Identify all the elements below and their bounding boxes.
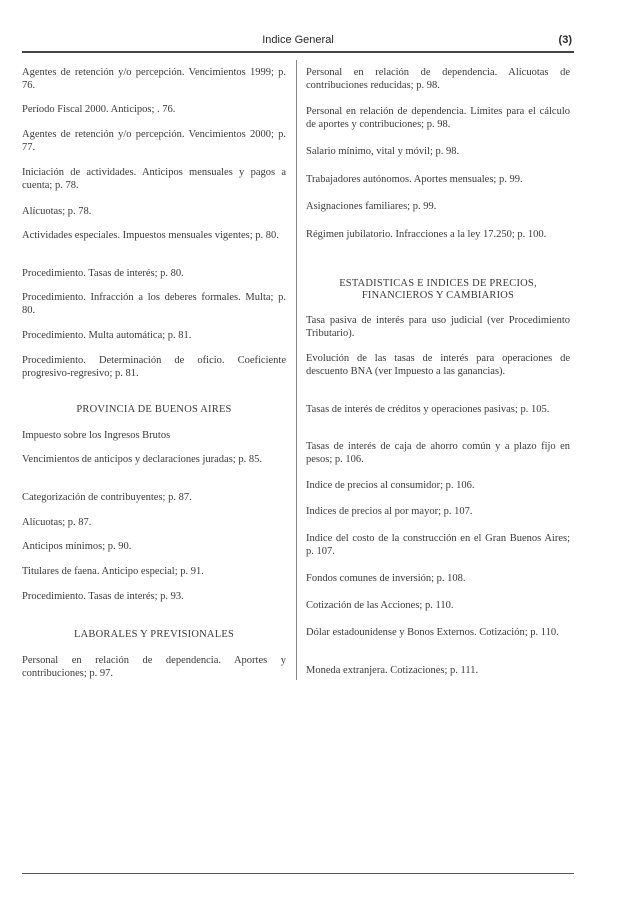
index-entry: Trabajadores autónomos. Aportes mensuales; p. 99. xyxy=(306,174,523,185)
index-entry: Asignaciones familiares; p. 99. xyxy=(306,201,437,212)
section-heading: ESTADISTICAS E INDICES DE PRECIOS, xyxy=(339,278,537,289)
index-entry: Moneda extranjera. Cotizaciones; p. 111. xyxy=(306,665,479,676)
header-title: Indice General xyxy=(262,34,334,46)
section-heading: PROVINCIA DE BUENOS AIRES xyxy=(76,404,232,415)
index-entry: Procedimiento. Determinación de oficio. Coeficiente progresivo-regresivo; p. 81. xyxy=(22,355,286,379)
index-entry: Indice del costo de la construcción en el Gran Buenos Aires; p. 107. xyxy=(306,533,570,557)
index-entry: Procedimiento. Tasas de interés; p. 93. xyxy=(22,591,184,602)
index-entry: Procedimiento. Multa automática; p. 81. xyxy=(22,330,192,341)
index-entry: Período Fiscal 2000. Anticipos; . 76. xyxy=(22,104,176,115)
index-entry: Anticipos mínimos; p. 90. xyxy=(22,541,132,552)
index-entry: Iniciación de actividades. Anticipos mensuales y pagos a cuenta; p. 78. xyxy=(22,167,286,191)
index-entry: Tasas de interés de créditos y operaciones pasivas; p. 105. xyxy=(306,404,550,415)
index-entry: Personal en relación de dependencia. Límites para el cálculo de aportes y contribuciones; p. 98. xyxy=(306,106,570,130)
index-entry: Titulares de faena. Anticipo especial; p. 91. xyxy=(22,566,204,577)
header-rule xyxy=(22,51,574,53)
page-number: (3) xyxy=(558,34,572,46)
index-entry: Cotización de las Acciones; p. 110. xyxy=(306,600,454,611)
index-entry: Fondos comunes de inversión; p. 108. xyxy=(306,573,466,584)
index-entry: Indices de precios al por mayor; p. 107. xyxy=(306,506,473,517)
index-entry: Actividades especiales. Impuestos mensuales vigentes; p. 80. xyxy=(22,230,279,241)
section-heading: FINANCIEROS Y CAMBIARIOS xyxy=(361,290,515,301)
index-entry: Evolución de las tasas de interés para operaciones de descuento BNA (ver Impuesto a las ganancias). xyxy=(306,353,570,377)
section-heading: LABORALES Y PREVISIONALES xyxy=(74,629,234,640)
index-entry: Agentes de retención y/o percepción. Vencimientos 1999; p. 76. xyxy=(22,67,286,91)
index-entry: Dólar estadounidense y Bonos Externos. Cotización; p. 110. xyxy=(306,627,559,638)
index-entry: Procedimiento. Infracción a los deberes formales. Multa; p. 80. xyxy=(22,292,286,316)
page-header xyxy=(22,34,574,50)
index-entry: Personal en relación de dependencia. Aportes y contribuciones; p. 97. xyxy=(22,655,286,679)
index-entry: Vencimientos de anticipos y declaraciones juradas; p. 85. xyxy=(22,454,262,465)
index-entry: Agentes de retención y/o percepción. Vencimientos 2000; p. 77. xyxy=(22,129,286,153)
index-entry: Tasas de interés de caja de ahorro común y a plazo fijo en pesos; p. 106. xyxy=(306,441,570,465)
index-entry: Régimen jubilatorio. Infracciones a la ley 17.250; p. 100. xyxy=(306,229,547,240)
index-entry: Impuesto sobre los Ingresos Brutos xyxy=(22,430,171,441)
index-entry: Salario mínimo, vital y móvil; p. 98. xyxy=(306,146,460,157)
index-entry: Procedimiento. Tasas de interés; p. 80. xyxy=(22,268,184,279)
index-entry: Personal en relación de dependencia. Alícuotas de contribuciones reducidas; p. 98. xyxy=(306,67,570,91)
index-entry: Indice de precios al consumidor; p. 106. xyxy=(306,480,475,491)
index-entry: Tasa pasiva de interés para uso judicial (ver Procedimiento Tributario). xyxy=(306,315,570,339)
index-entry: Alícuotas; p. 78. xyxy=(22,206,92,217)
index-entry: Categorización de contribuyentes; p. 87. xyxy=(22,492,192,503)
footer-rule xyxy=(22,873,574,874)
column-divider xyxy=(296,60,297,680)
index-entry: Alícuotas; p. 87. xyxy=(22,517,92,528)
